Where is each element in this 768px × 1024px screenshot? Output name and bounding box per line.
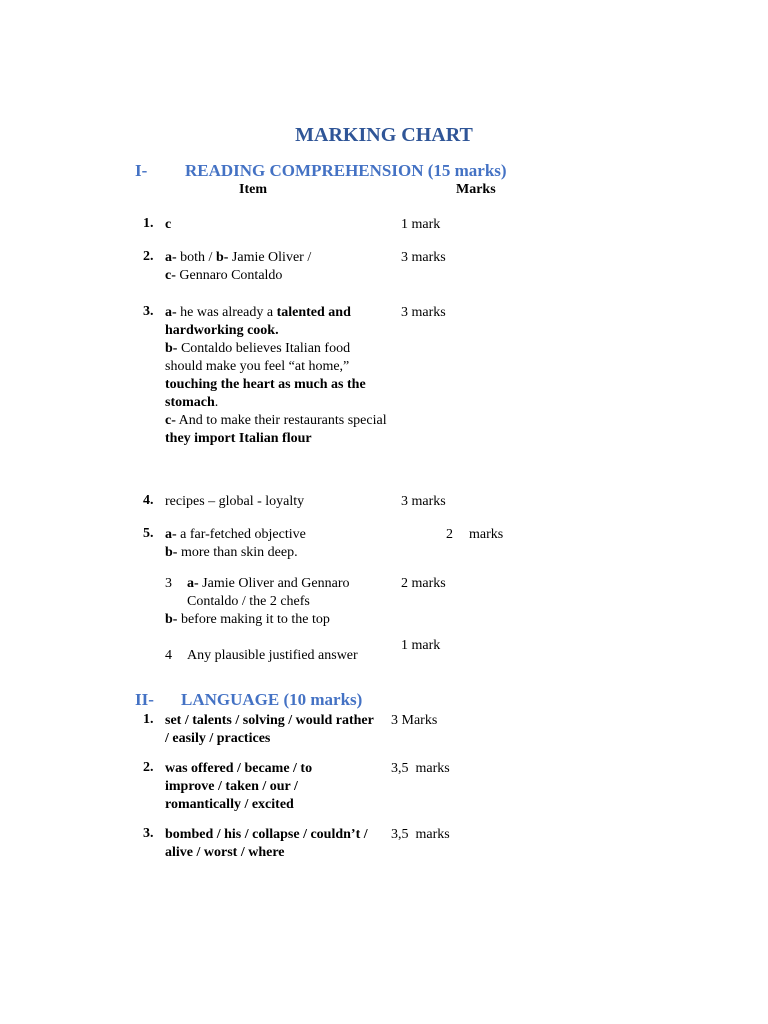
question-number: 3 — [165, 576, 172, 591]
marks-word: marks — [469, 527, 504, 542]
answer-text: . — [214, 395, 219, 410]
answer-text: more than skin deep. — [177, 545, 298, 560]
option-label: b- — [165, 612, 178, 627]
answer-text: recipes – global - loyalty — [165, 494, 305, 509]
question-number: 3. — [143, 826, 154, 841]
answer-text: And to make their restaurants special — [175, 413, 387, 428]
answer-text: Contaldo believes Italian food should make you feel “at home,” — [165, 341, 351, 374]
answer-text: Jamie Oliver and Gennaro Contaldo / the 2 chefs — [187, 576, 350, 609]
section-1-heading: READING COMPREHENSION (15 marks) — [185, 161, 507, 180]
marks-value: 3 marks — [401, 494, 446, 509]
column-header-marks: Marks — [456, 182, 496, 197]
answer-text: c — [165, 217, 172, 232]
answer-block — [187, 575, 387, 611]
question-number: 2. — [143, 249, 154, 264]
section-1-numeral: I- — [135, 161, 148, 180]
question-number: 4. — [143, 493, 154, 508]
answer-text: Any plausible justified answer — [187, 648, 358, 663]
question-number: 1. — [143, 216, 154, 231]
option-label: c- — [165, 268, 176, 283]
answer-emphasis: they import Italian flour — [165, 431, 312, 446]
question-number: 1. — [143, 712, 154, 727]
marks-value: 3 Marks — [391, 713, 438, 728]
answer-block — [165, 249, 385, 285]
question-number: 2. — [143, 760, 154, 775]
answer-text: he was already a — [176, 305, 277, 320]
option-label: c- — [165, 413, 176, 428]
marks-value: 1 mark — [401, 217, 441, 232]
section-2-numeral: II- — [135, 690, 154, 709]
section-2-heading: LANGUAGE (10 marks) — [181, 690, 363, 709]
answer-text: set / talents / solving / would rather / easily / practices — [165, 713, 374, 746]
answer-emphasis: touching the heart as much as the stomach — [165, 377, 366, 410]
option-label: b- — [215, 250, 229, 265]
option-label: a- — [165, 250, 177, 265]
marks-number: 2 — [446, 527, 453, 542]
answer-block — [165, 526, 385, 562]
answer-text: bombed / his / collapse / couldn’t / alive / worst / where — [165, 827, 368, 860]
marks-value: 3,5 marks — [391, 761, 450, 776]
answer-emphasis: talented and hardworking cook. — [165, 305, 351, 338]
column-header-item: Item — [239, 182, 267, 197]
option-label: b- — [165, 341, 178, 356]
option-label: a- — [187, 576, 199, 591]
page-title: MARKING CHART — [295, 124, 473, 146]
option-label: a- — [165, 527, 177, 542]
marks-value: 3 marks — [401, 250, 446, 265]
answer-block — [165, 304, 387, 448]
answer-text: Jamie Oliver / — [228, 250, 312, 265]
answer-text: Gennaro Contaldo — [175, 268, 283, 283]
marks-value: 3 marks — [401, 305, 446, 320]
marks-value: 1 mark — [401, 638, 441, 653]
answer-text: a far-fetched objective — [176, 527, 306, 542]
option-label: a- — [165, 305, 177, 320]
question-number: 5. — [143, 526, 154, 541]
question-number: 3. — [143, 304, 154, 319]
marks-value: 2 marks — [401, 576, 446, 591]
option-label: b- — [165, 545, 178, 560]
answer-text: was offered / became / to improve / taken / our / romantically / excited — [165, 761, 313, 812]
answer-text: both / — [176, 250, 216, 265]
answer-text: before making it to the top — [177, 612, 330, 627]
question-number: 4 — [165, 648, 172, 663]
marks-value: 3,5 marks — [391, 827, 450, 842]
answer-block — [165, 611, 330, 629]
